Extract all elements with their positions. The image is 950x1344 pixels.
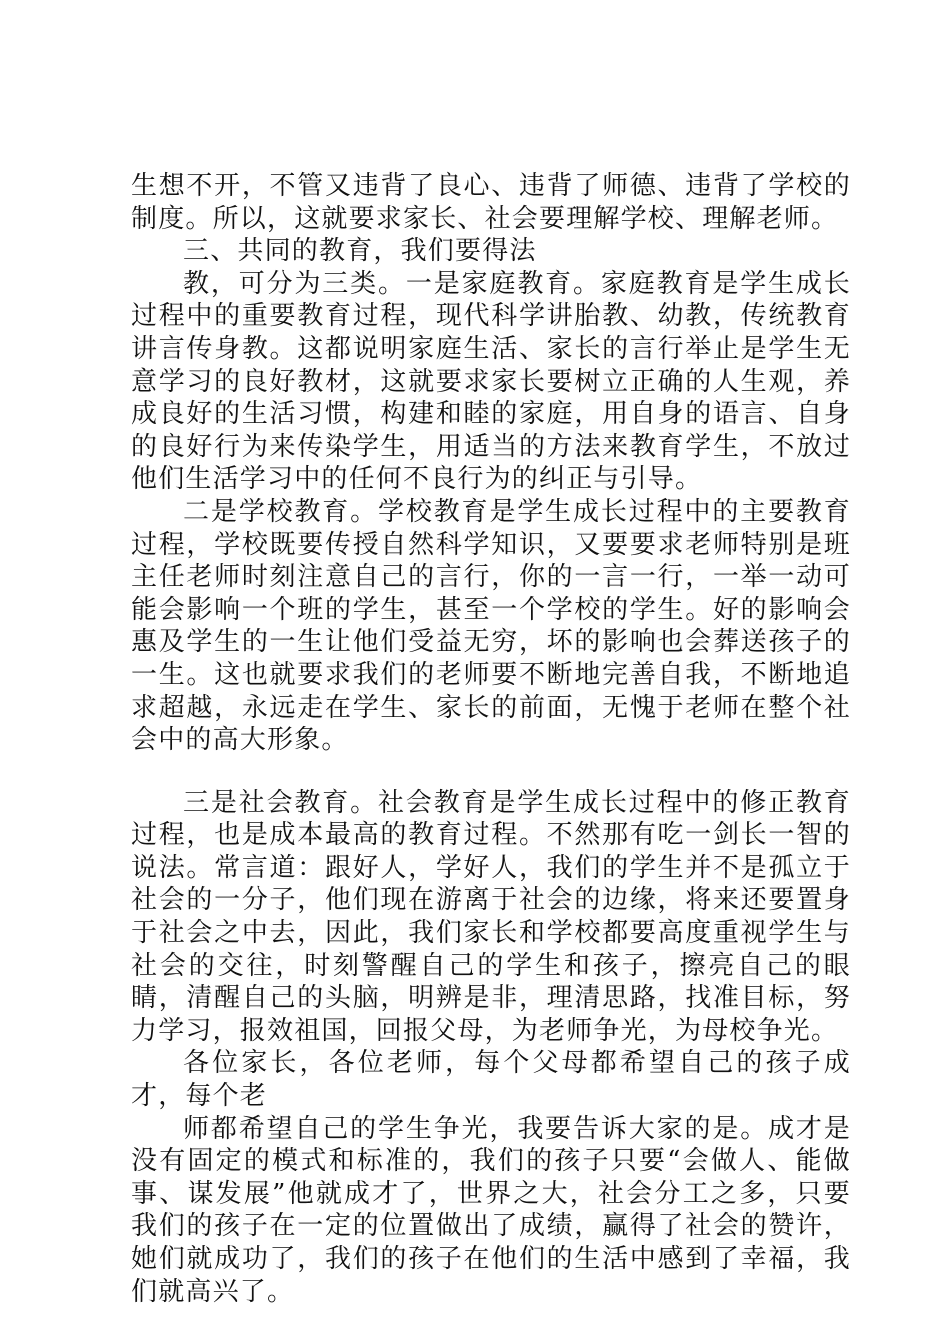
paragraph-closing-address: 各位家长，各位老师，每个父母都希望自己的孩子成才，每个老 <box>131 1048 851 1112</box>
document-body <box>131 170 851 1308</box>
paragraph-social-education: 三是社会教育。社会教育是学生成长过程中的修正教育过程，也是成本最高的教育过程。不然那有吃一剑长一智的说法。常言道：跟好人，学好人，我们的学生并不是孤立于社会的一分子，他们现在游离于社会的边缘，将来还要置身于社会之中去，因此，我们家长和学校都要高度重视学生与社会的交往，时刻警醒自己的学生和孩子，擦亮自己的眼睛，清醒自己的头脑，明辨是非，理清思路，找准目标，努力学习，报效祖国，回报父母，为老师争光，为母校争光。 <box>131 787 851 1046</box>
section-heading: 三、共同的教育，我们要得法 <box>183 236 537 267</box>
paragraph-family-education: 教，可分为三类。一是家庭教育。家庭教育是学生成长过程中的重要教育过程，现代科学讲胎教、幼教，传统教育讲言传身教。这都说明家庭生活、家长的言行举止是学生无意学习的良好教材，这就要求家长要树立正确的人生观，养成良好的生活习惯，构建和睦的家庭，用自身的语言、自身的良好行为来传染学生，用适当的方法来教育学生，不放过他们生活学习中的任何不良行为的纠正与引导。 <box>131 268 851 495</box>
paragraph-school-education: 二是学校教育。学校教育是学生成长过程中的主要教育过程，学校既要传授自然科学知识，又要要求老师特别是班主任老师时刻注意自己的言行，你的一言一行，一举一动可能会影响一个班的学生，甚至一个学校的学生。好的影响会惠及学生的一生让他们受益无穷，坏的影响也会葬送孩子的一生。这也就要求我们的老师要不断地完善自我，不断地追求超越，永远走在学生、家长的前面，无愧于老师在整个社会中的高大形象。 <box>131 496 851 756</box>
paragraph-continued: 生想不开，不管又违背了良心、违背了师德、违背了学校的制度。所以，这就要求家长、社会要理解学校、理解老师。 <box>131 171 851 234</box>
paragraph-closing-body: 师都希望自己的学生争光，我要告诉大家的是。成才是没有固定的模式和标准的，我们的孩子只要“会做人、能做事、谋发展”他就成才了，世界之大，社会分工之多，只要我们的孩子在一定的位置做出了成绩，赢得了社会的赞许，她们就成功了，我们的孩子在他们的生活中感到了幸福，我们就高兴了。 <box>131 1113 851 1307</box>
